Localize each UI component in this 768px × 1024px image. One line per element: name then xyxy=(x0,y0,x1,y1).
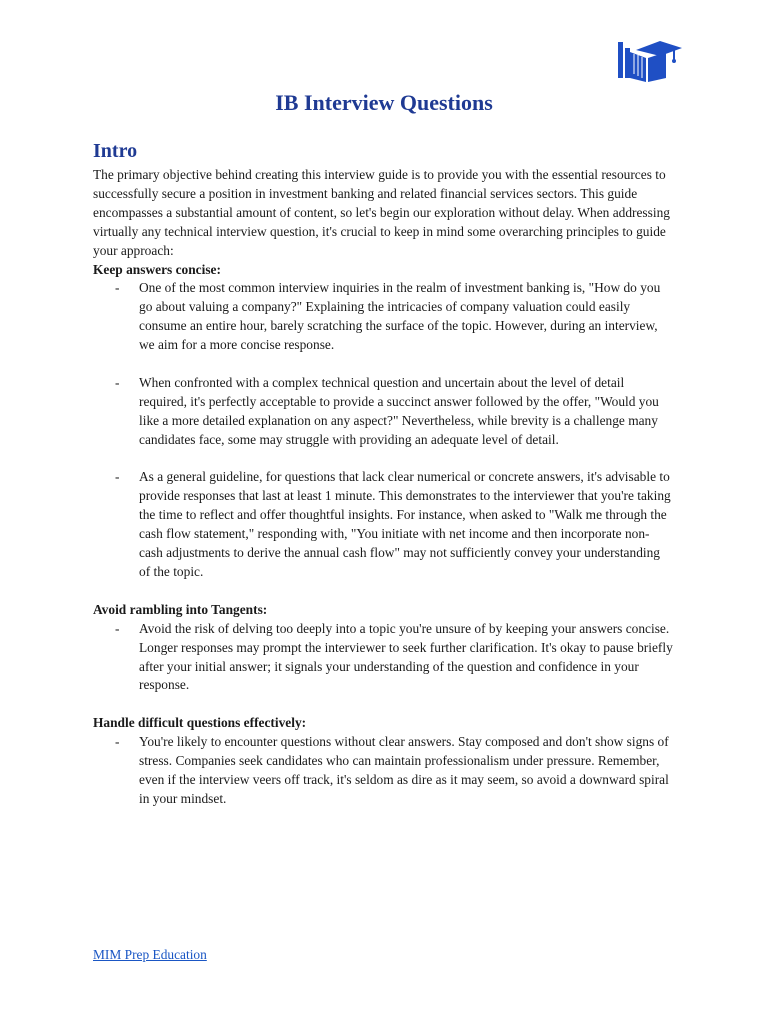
subheading-avoid-rambling: Avoid rambling into Tangents: xyxy=(93,601,268,617)
list-item-text: Avoid the risk of delving too deeply into a topic you're unsure of by keeping your answers concise. Longer responses may prompt the interviewer to seek further clarification. It's okay to pause briefly after your initial answer; it signals your understanding of the question and confidence in your response. xyxy=(139,620,673,693)
subheading-keep-answers-concise: Keep answers concise: xyxy=(93,261,221,277)
subheading-handle-difficult-questions: Handle difficult questions effectively: xyxy=(93,715,307,731)
bullet-dash: - xyxy=(115,734,120,750)
footer-link-mim-prep[interactable]: MIM Prep Education xyxy=(93,947,207,962)
document-body xyxy=(93,139,673,809)
list-item xyxy=(93,620,673,696)
bullet-dash: - xyxy=(115,469,120,485)
intro-paragraph: The primary objective behind creating this interview guide is to provide you with the essential resources to successfully secure a position in investment banking and related financial services sectors. This guide encompasses a substantial amount of content, so let's begin our exploration without delay. When addressing virtually any technical interview question, it's crucial to keep in mind some overarching principles to guide your approach: xyxy=(93,167,670,258)
document-title: IB Interview Questions xyxy=(275,90,493,115)
list-item-text: As a general guideline, for questions that lack clear numerical or concrete answers, it's advisable to provide responses that last at least 1 minute. This demonstrates to the interviewer that you're taking the time to reflect and offer thoughtful insights. For instance, when asked to "Walk me through the cash flow statement," responding with, "You initiate with net income and then incorporate non-cash adjustments to derive the annual cash flow" may not sufficiently convey your understanding of the topic. xyxy=(139,469,671,579)
list-item-text: One of the most common interview inquiries in the realm of investment banking is, "How do you go about valuing a company?" Explaining the intricacies of company valuation could easily consume an entire hour, barely scratching the surface of the topic. However, during an interview, we aim for a more concise response. xyxy=(139,280,661,353)
list-item-text: You're likely to encounter questions without clear answers. Stay composed and don't show signs of stress. Companies seek candidates who can maintain professionalism under pressure. Remember, even if the interview veers off track, it's seldom as dire as it may seem, so avoid a downward spiral in your mindset. xyxy=(139,734,669,806)
intro-heading: Intro xyxy=(93,140,138,162)
list-item xyxy=(93,468,673,581)
list-item xyxy=(93,374,673,450)
list-item xyxy=(93,733,673,809)
bullet-dash: - xyxy=(115,280,120,296)
bullet-dash: - xyxy=(115,620,120,636)
books-graduation-cap-logo-icon xyxy=(616,38,682,84)
list-item-text: When confronted with a complex technical question and uncertain about the level of detail required, it's perfectly acceptable to provide a succinct answer followed by the offer, "Would you like a more detailed explanation on any aspect?" Nevertheless, while brevity is a challenge many candidates face, some may struggle with providing an adequate level of detail. xyxy=(139,374,659,447)
bullet-dash: - xyxy=(115,374,120,390)
list-item xyxy=(93,279,673,355)
